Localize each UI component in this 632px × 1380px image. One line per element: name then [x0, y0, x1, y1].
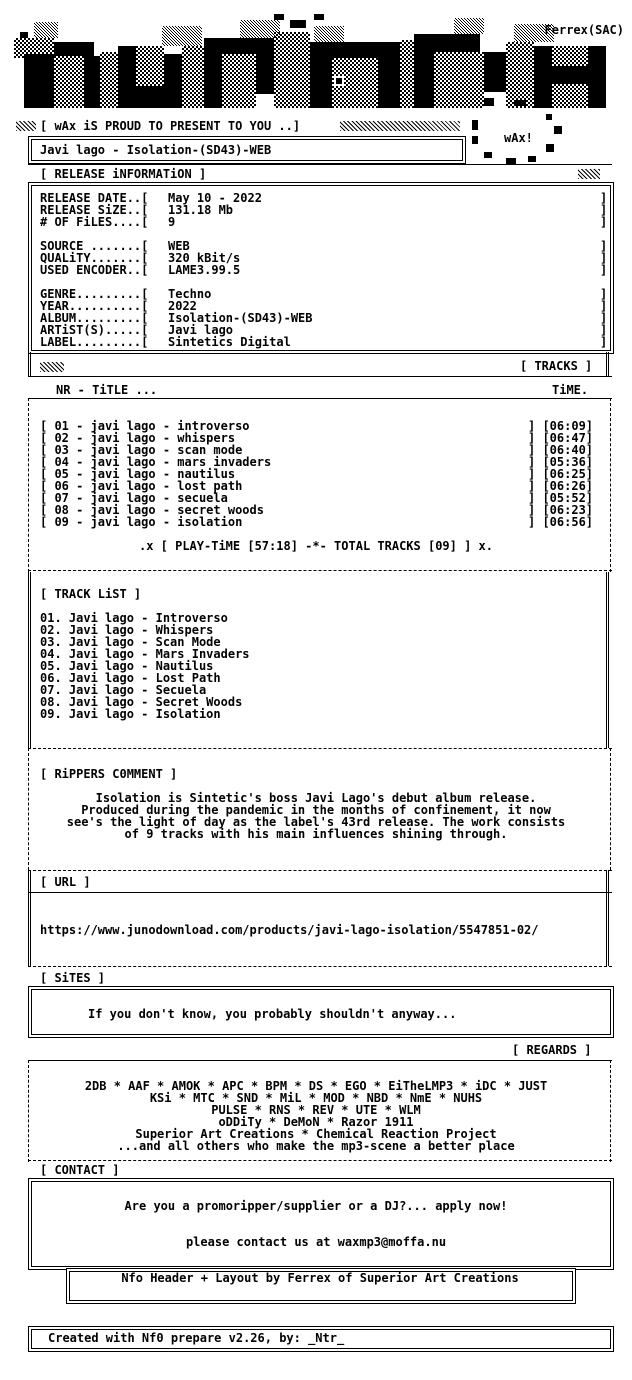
track-row-nr: [ 06 - javi lago - lost path: [40, 479, 243, 493]
regards-title: [ REGARDS ]: [512, 1043, 592, 1057]
track-row-time: ] [06:09]: [528, 419, 594, 433]
url-title: [ URL ]: [40, 875, 91, 889]
info-row-close: ]: [600, 335, 608, 349]
rippers-comment-title: [ RiPPERS C0MMENT ]: [40, 767, 178, 781]
track-row-nr: [ 02 - javi lago - whispers: [40, 431, 236, 445]
divider: [28, 164, 612, 165]
url-link[interactable]: https://www.junodownload.com/products/javi-lago-isolation/5547851-02/: [40, 923, 539, 937]
contact-box: [28, 1178, 614, 1270]
info-row-close: ]: [600, 263, 608, 277]
track-list-item: 03. Javi lago - Scan Mode: [40, 635, 221, 649]
track-list-item: 02. Javi lago - Whispers: [40, 623, 214, 637]
track-list-item: 04. Javi lago - Mars Invaders: [40, 647, 250, 661]
track-list-item: 09. Javi lago - Isolation: [40, 707, 221, 721]
group-tag: wAx!: [504, 131, 533, 145]
frame-edge: [606, 352, 609, 376]
hatch-decoration: [340, 121, 460, 131]
info-row-value: 9: [168, 215, 176, 229]
divider: [28, 870, 612, 871]
regards-line: 2DB * AAF * AMOK * APC * BPM * DS * EGO * EiTheLMP3 * iDC * JUST: [84, 1079, 548, 1093]
created-with: Created with Nf0 prepare v2.26, by: _Ntr_: [48, 1331, 345, 1345]
info-row-label: YEAR..........[: [40, 299, 149, 313]
info-row-close: ]: [600, 287, 608, 301]
frame-edge: [606, 572, 609, 748]
wax-ascii-logo: [14, 12, 618, 116]
info-row-label: QUALiTY.......[: [40, 251, 149, 265]
info-row-value: May 10 - 2022: [168, 191, 262, 205]
track-row-nr: [ 01 - javi lago - introverso: [40, 419, 250, 433]
divider: [28, 1060, 612, 1061]
frame-edge: [28, 352, 31, 376]
rippers-comment-line: see's the light of day as the label's 43rd release. The work consists: [66, 815, 566, 829]
info-row-value: 2022: [168, 299, 197, 313]
regards-line: ...and all others who make the mp3-scene a better place: [117, 1139, 515, 1153]
track-row-time: ] [06:25]: [528, 467, 594, 481]
sites-title: [ SiTES ]: [40, 971, 106, 985]
divider: [28, 966, 612, 967]
divider: [28, 1160, 612, 1161]
info-row-close: ]: [600, 239, 608, 253]
release-title: Javi lago - Isolation-(SD43)-WEB: [40, 143, 272, 157]
track-row-nr: [ 08 - javi lago - secret woods: [40, 503, 264, 517]
contact-line-email[interactable]: please contact us at waxmp3@moffa.nu: [185, 1235, 447, 1249]
release-info-title: [ RELEASE iNFORMATiON ]: [40, 167, 207, 181]
header-credit: Ferrex(SAC): [544, 23, 624, 37]
regards-line: Superior Art Creations * Chemical Reaction Project: [135, 1127, 497, 1141]
rippers-comment-line: Isolation is Sintetic's boss Javi Lago's debut album release.: [95, 791, 537, 805]
info-row-value: Isolation-(SD43)-WEB: [168, 311, 313, 325]
hatch-decoration: [16, 121, 36, 131]
present-line: [ wAx iS PROUD TO PRESENT TO YOU ..]: [40, 119, 301, 133]
info-row-label: # OF FiLES....[: [40, 215, 149, 229]
track-row-nr: [ 03 - javi lago - scan mode: [40, 443, 243, 457]
regards-line: KSi * MTC * SND * MiL * MOD * NBD * NmE * NUHS: [149, 1091, 483, 1105]
divider: [28, 376, 612, 377]
track-row-time: ] [06:47]: [528, 431, 594, 445]
track-list-title: [ TRACK LiST ]: [40, 587, 142, 601]
info-row-close: ]: [600, 191, 608, 205]
divider: [28, 748, 612, 749]
info-row-label: USED ENCODER..[: [40, 263, 149, 277]
info-row-label: RELEASE SiZE..[: [40, 203, 149, 217]
tracks-col-time: TiME.: [552, 383, 589, 397]
sites-text: If you don't know, you probably shouldn't anyway...: [88, 1007, 457, 1021]
frame-edge: [28, 870, 31, 966]
info-row-label: RELEASE DATE..[: [40, 191, 149, 205]
info-row-close: ]: [600, 203, 608, 217]
track-row-time: ] [06:40]: [528, 443, 594, 457]
info-row-close: ]: [600, 323, 608, 337]
regards-line: oDDiTy * DeMoN * Razor 1911: [218, 1115, 414, 1129]
track-list-item: 06. Javi lago - Lost Path: [40, 671, 221, 685]
track-list-item: 08. Javi lago - Secret Woods: [40, 695, 243, 709]
regards-line: PULSE * RNS * REV * UTE * WLM: [211, 1103, 421, 1117]
tracks-col-nr-title: NR - TiTLE ...: [56, 383, 158, 397]
layout-credit: Nfo Header + Layout by Ferrex of Superior Art Creations: [121, 1271, 519, 1285]
info-row-value: Techno: [168, 287, 212, 301]
info-row-value: 131.18 Mb: [168, 203, 234, 217]
info-row-label: SOURCE .......[: [40, 239, 149, 253]
contact-title: [ CONTACT ]: [40, 1163, 120, 1177]
info-row-label: LABEL.........[: [40, 335, 149, 349]
divider: [28, 892, 612, 893]
divider: [28, 398, 612, 399]
info-row-close: ]: [600, 251, 608, 265]
track-list-item: 01. Javi lago - Introverso: [40, 611, 228, 625]
info-row-value: WEB: [168, 239, 190, 253]
rippers-comment-line: Produced during the pandemic in the months of confinement, it now: [81, 803, 551, 817]
track-row-time: ] [06:23]: [528, 503, 594, 517]
frame-edge: [28, 572, 31, 748]
info-row-label: ALBUM.........[: [40, 311, 149, 325]
track-row-nr: [ 07 - javi lago - secuela: [40, 491, 228, 505]
info-row-value: 320 kBit/s: [168, 251, 241, 265]
frame-edge: [606, 870, 609, 966]
hatch-decoration: [578, 169, 600, 179]
info-row-value: Sintetics Digital: [168, 335, 291, 349]
track-row-time: ] [06:26]: [528, 479, 594, 493]
info-row-label: GENRE.........[: [40, 287, 149, 301]
tracks-title: [ TRACKS ]: [520, 359, 593, 373]
divider: [28, 570, 612, 571]
info-row-value: LAME3.99.5: [168, 263, 241, 277]
track-list-item: 05. Javi lago - Nautilus: [40, 659, 214, 673]
rippers-comment-line: of 9 tracks with his main influences shining through.: [124, 827, 508, 841]
track-row-time: ] [05:36]: [528, 455, 594, 469]
track-list-item: 07. Javi lago - Secuela: [40, 683, 207, 697]
track-row-nr: [ 09 - javi lago - isolation: [40, 515, 243, 529]
info-row-label: ARTiST(S).....[: [40, 323, 149, 337]
track-row-nr: [ 04 - javi lago - mars invaders: [40, 455, 272, 469]
track-row-nr: [ 05 - javi lago - nautilus: [40, 467, 236, 481]
info-row-close: ]: [600, 215, 608, 229]
info-row-close: ]: [600, 311, 608, 325]
info-row-close: ]: [600, 299, 608, 313]
tracks-summary: .x [ PLAY-TiME [57:18] -*- TOTAL TRACKS [09] ] x.: [138, 539, 493, 553]
contact-line-apply: Are you a promoripper/supplier or a DJ?... apply now!: [124, 1199, 508, 1213]
info-row-value: Javi lago: [168, 323, 234, 337]
track-row-time: ] [06:56]: [528, 515, 594, 529]
track-row-time: ] [05:52]: [528, 491, 594, 505]
hatch-decoration: [40, 362, 64, 372]
